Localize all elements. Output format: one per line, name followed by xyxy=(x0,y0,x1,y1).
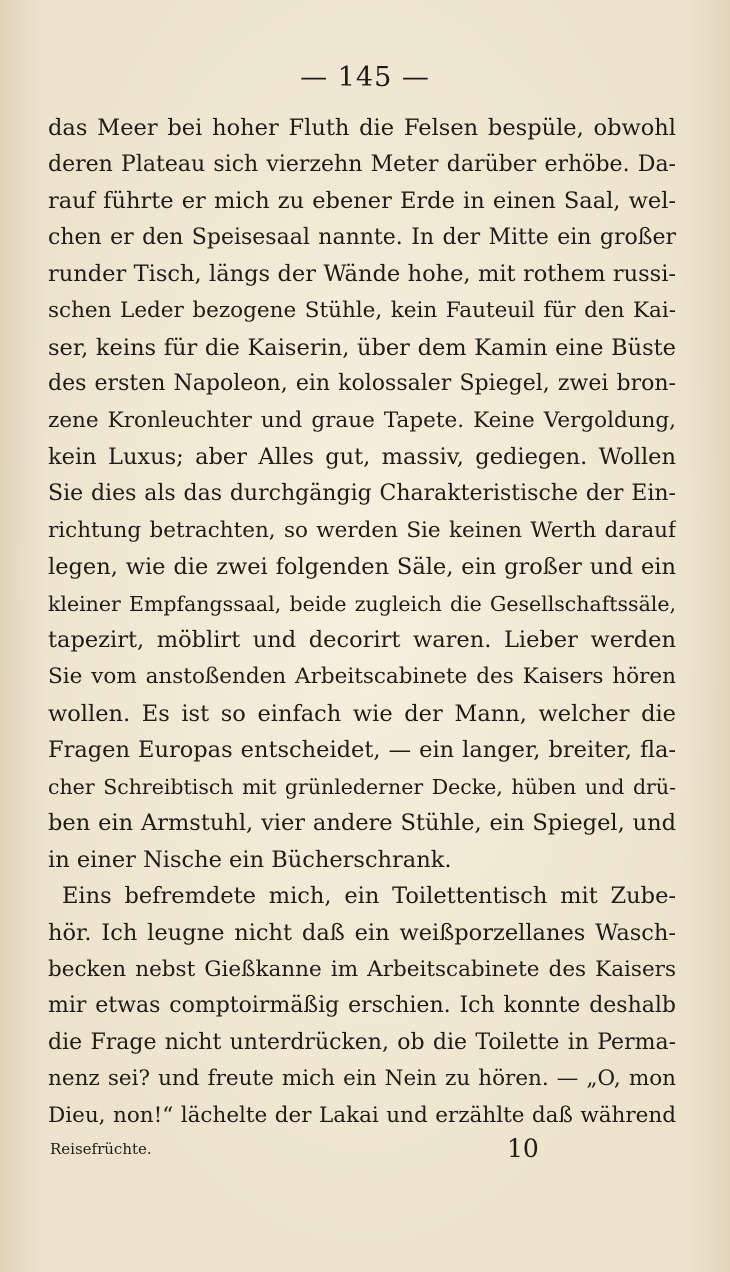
text-line: zene Kronleuchter und graue Tapete. Keine Vergoldung, xyxy=(48,407,676,433)
text-line: ser, keins für die Kaiserin, über dem Kamin eine Büste xyxy=(48,334,676,361)
text-line: kein Luxus; aber Alles gut, massiv, gediegen. Wollen xyxy=(48,444,676,471)
paragraph-first-line: Eins befremdete mich, ein Toilettentisch mit Zube- xyxy=(62,883,676,910)
signature-mark: Reisefrüchte. xyxy=(50,1140,152,1158)
text-line: die Frage nicht unterdrücken, ob die Toilette in Perma- xyxy=(48,1029,676,1055)
page-number: — 145 — xyxy=(300,62,430,93)
text-line: ben ein Armstuhl, vier andere Stühle, ein Spiegel, und xyxy=(48,810,676,837)
text-line: hör. Ich leugne nicht daß ein weißporzellanes Wasch- xyxy=(48,920,676,947)
text-line: Sie vom anstoßenden Arbeitscabinete des Kaisers hören xyxy=(48,663,676,689)
text-line: deren Plateau sich vierzehn Meter darüber erhöbe. Da- xyxy=(48,151,676,177)
text-line: richtung betrachten, so werden Sie keinen Werth darauf xyxy=(48,517,676,543)
sheet-number: 10 xyxy=(507,1134,539,1163)
text-line: des ersten Napoleon, ein kolossaler Spiegel, zwei bron- xyxy=(48,371,676,397)
text-line: wollen. Es ist so einfach wie der Mann, welcher die xyxy=(48,700,676,727)
text-line: mir etwas comptoirmäßig erschien. Ich konnte deshalb xyxy=(48,993,676,1019)
text-line: Fragen Europas entscheidet, — ein langer, breiter, fla- xyxy=(48,737,676,764)
text-line: schen Leder bezogene Stühle, kein Fauteuil für den Kai- xyxy=(48,297,676,323)
text-line: das Meer bei hoher Fluth die Felsen bespüle, obwohl xyxy=(48,115,676,141)
text-line: rauf führte er mich zu ebener Erde in einen Saal, wel- xyxy=(48,188,676,215)
paragraph-last-line: in einer Nische ein Bücherschrank. xyxy=(48,846,452,873)
text-line: kleiner Empfangssaal, beide zugleich die Gesellschaftssäle, xyxy=(48,591,676,616)
page-footer xyxy=(50,1134,660,1164)
text-line: nenz sei? und freute mich ein Nein zu hören. — „O, mon xyxy=(48,1066,676,1092)
text-line: Dieu, non!“ lächelte der Lakai und erzählte daß während xyxy=(48,1103,676,1129)
text-line: legen, wie die zwei folgenden Säle, ein großer und ein xyxy=(48,554,676,581)
body-text xyxy=(48,110,676,1135)
text-line: cher Schreibtisch mit grünlederner Decke, hüben und drü- xyxy=(48,774,676,799)
text-line: becken nebst Gießkanne im Arbeitscabinete des Kaisers xyxy=(48,956,676,982)
text-line: chen er den Speisesaal nannte. In der Mitte ein großer xyxy=(48,224,676,250)
text-line: Sie dies als das durchgängig Charakteristische der Ein- xyxy=(48,480,676,506)
text-line: runder Tisch, längs der Wände hohe, mit rothem russi- xyxy=(48,261,676,288)
text-line: tapezirt, möblirt und decorirt waren. Lieber werden xyxy=(48,627,676,654)
